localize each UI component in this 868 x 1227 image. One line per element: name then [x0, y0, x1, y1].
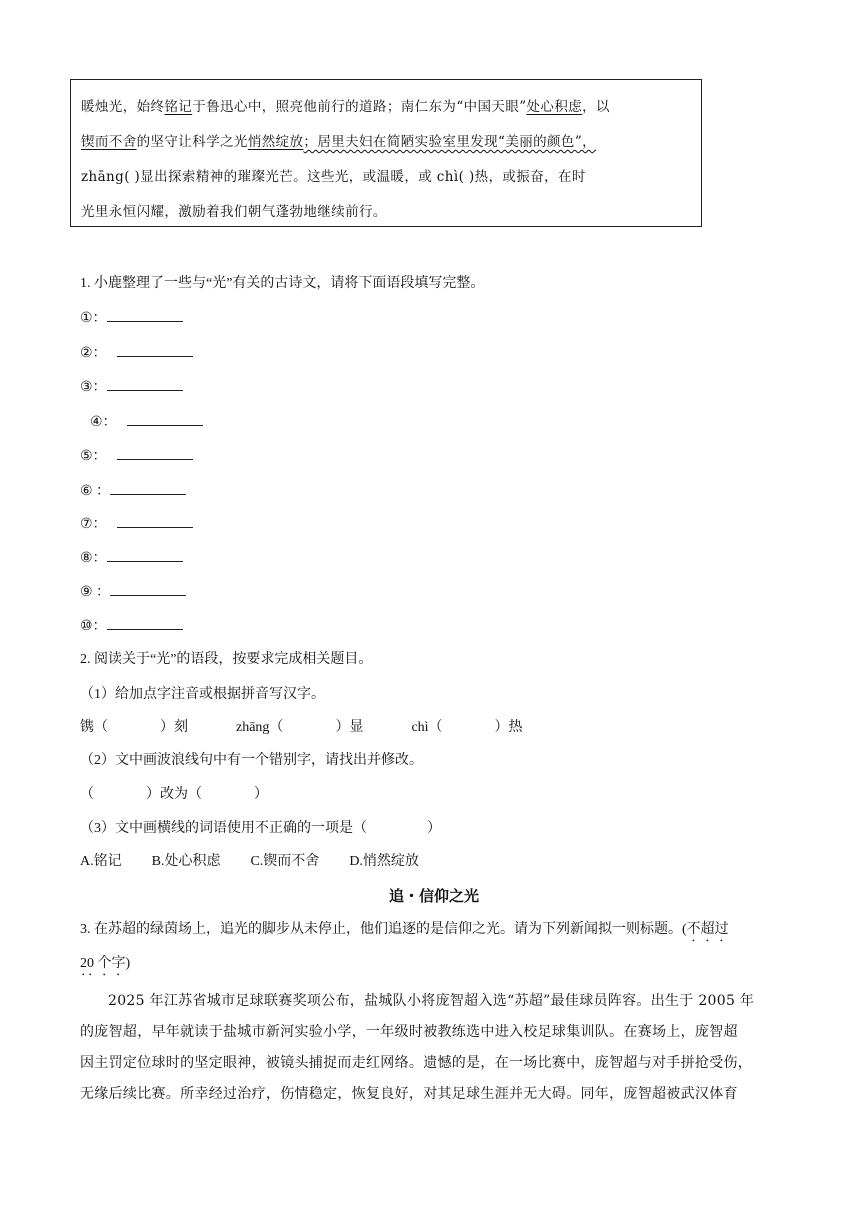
question-2-sub3 — [80, 817, 441, 837]
text: chì（ — [411, 720, 443, 735]
passage-line-1 — [81, 90, 691, 125]
news-line-1 — [80, 986, 788, 1017]
question-2-sub2-blanks — [80, 783, 268, 803]
answer-blank[interactable] — [117, 445, 193, 460]
question-2-sub2: （2）文中画波浪线句中有一个错别字，请找出并修改。 — [80, 753, 423, 768]
underlined-word-qieerbushe: 锲而不舍 — [81, 134, 137, 150]
underlined-word-mingji: 铭记 — [164, 99, 193, 115]
text: （3）文中画横线的词语使用不正确的一项是（ — [80, 821, 367, 836]
item-label: ⑤： — [80, 449, 107, 464]
answer-blank[interactable] — [117, 513, 193, 528]
blank-item-4 — [90, 411, 203, 431]
text: zhāng（ — [236, 720, 284, 735]
news-line-4: 无缘后续比赛。所幸经过治疗，伤情稳定，恢复良好，对其足球生涯并无大碍。同年，庞智超被武汉体育 — [80, 1086, 738, 1102]
blank-item-2 — [80, 342, 193, 362]
underlined-word-qiaoranzhanfang: 悄然绽放 — [247, 134, 304, 150]
blank-item-3 — [80, 376, 183, 396]
text: ）改为（ — [146, 787, 202, 802]
item-label: ③： — [80, 380, 107, 395]
option-d[interactable]: D.悄然绽放 — [349, 854, 419, 869]
text: ) — [125, 956, 131, 971]
answer-blank[interactable] — [117, 342, 193, 357]
question-3-prompt-line-1 — [80, 918, 729, 945]
passage-line-2 — [81, 125, 691, 160]
blank-item-10 — [80, 615, 183, 635]
blank-item-5 — [80, 445, 193, 465]
answer-blank[interactable] — [107, 376, 183, 391]
item-label: ⑨ ： — [80, 585, 111, 600]
option-a[interactable]: A.铭记 — [80, 854, 122, 869]
passage-line-3: zhāng( )显出探索精神的璀璨光芒。这些光，或温暖，或 chì( )热，或振奋，在时 — [81, 169, 586, 185]
item-label: ⑥ ： — [80, 484, 111, 499]
news-paragraph — [80, 986, 788, 1110]
answer-blank[interactable] — [110, 480, 186, 495]
text: ） — [254, 787, 268, 802]
underlined-word-chuxinjilv: 处心积虑 — [526, 99, 583, 115]
passage-line-4: 光里永恒闪耀，激励着我们朝气蓬勃地继续前行。 — [81, 204, 387, 220]
text: ） — [427, 821, 441, 836]
news-line-2: 的庞智超，早年就读于盐城市新河实验小学，一年级时被教练选中进入校足球集训队。在赛场上，庞智超 — [80, 1024, 738, 1040]
answer-blank[interactable] — [110, 581, 186, 596]
text: 于鲁迅心中，照亮他前行的道路；南仁东为“中国天眼” — [192, 99, 527, 115]
item-label: ①： — [80, 311, 107, 326]
emphasis-text: 不超过 — [686, 922, 729, 937]
passage-box — [70, 79, 702, 227]
text: 的坚守让科学之光 — [136, 134, 248, 150]
blank-item-9 — [80, 581, 186, 601]
section-heading: 追・信仰之光 — [388, 887, 479, 905]
item-label: ④： — [90, 415, 117, 430]
question-2-sub1: （1）给加点字注音或根据拼音写汉字。 — [80, 687, 325, 702]
text: ，以 — [582, 99, 610, 115]
text: ）刻 — [160, 720, 188, 735]
item-label: ②： — [80, 346, 107, 361]
text: ）热 — [494, 720, 523, 735]
item-label: ⑧： — [80, 551, 107, 566]
wavy-underlined-sentence: ；居里夫妇在简陋实验室里发现“美丽的颜色”， — [303, 134, 597, 150]
text: 暖烛光，始终 — [81, 99, 165, 115]
answer-blank[interactable] — [107, 547, 183, 562]
option-b[interactable]: B.处心积虑 — [151, 854, 221, 869]
question-2-sub1-blanks — [80, 716, 523, 736]
text: 3. 在苏超的绿茵场上，追光的脚步从未停止，他们追逐的是信仰之光。请为下列新闻拟一则标题。( — [80, 922, 687, 937]
item-label: ⑩： — [80, 619, 107, 634]
blank-item-6 — [80, 480, 186, 500]
text: 镌（ — [80, 720, 108, 735]
blank-item-1 — [80, 307, 183, 327]
item-label: ⑦： — [80, 517, 107, 532]
blank-item-7 — [80, 513, 193, 533]
question-2-options — [80, 850, 419, 870]
blank-item-8 — [80, 547, 183, 567]
answer-blank[interactable] — [107, 615, 183, 630]
text: 2025 年江苏省城市足球联赛奖项公布，盐城队小将庞智超入选“苏超”最佳球员阵容。出生于 2005 年 — [108, 993, 755, 1009]
answer-blank[interactable] — [107, 307, 183, 322]
option-c[interactable]: C.锲而不舍 — [250, 854, 320, 869]
answer-blank[interactable] — [127, 411, 203, 426]
question-2-prompt: 2. 阅读关于“光”的语段，按要求完成相关题目。 — [80, 652, 373, 667]
emphasis-text: 20 个字 — [80, 956, 126, 971]
question-3-prompt-line-2 — [80, 952, 130, 979]
text: ）显 — [335, 720, 364, 735]
text: （ — [80, 787, 94, 802]
news-line-3: 因主罚定位球时的坚定眼神，被镜头捕捉而走红网络。遗憾的是，在一场比赛中，庞智超与对手拼抢受伤， — [80, 1055, 753, 1071]
question-1-prompt: 1. 小鹿整理了一些与“光”有关的古诗文，请将下面语段填写完整。 — [80, 276, 485, 291]
